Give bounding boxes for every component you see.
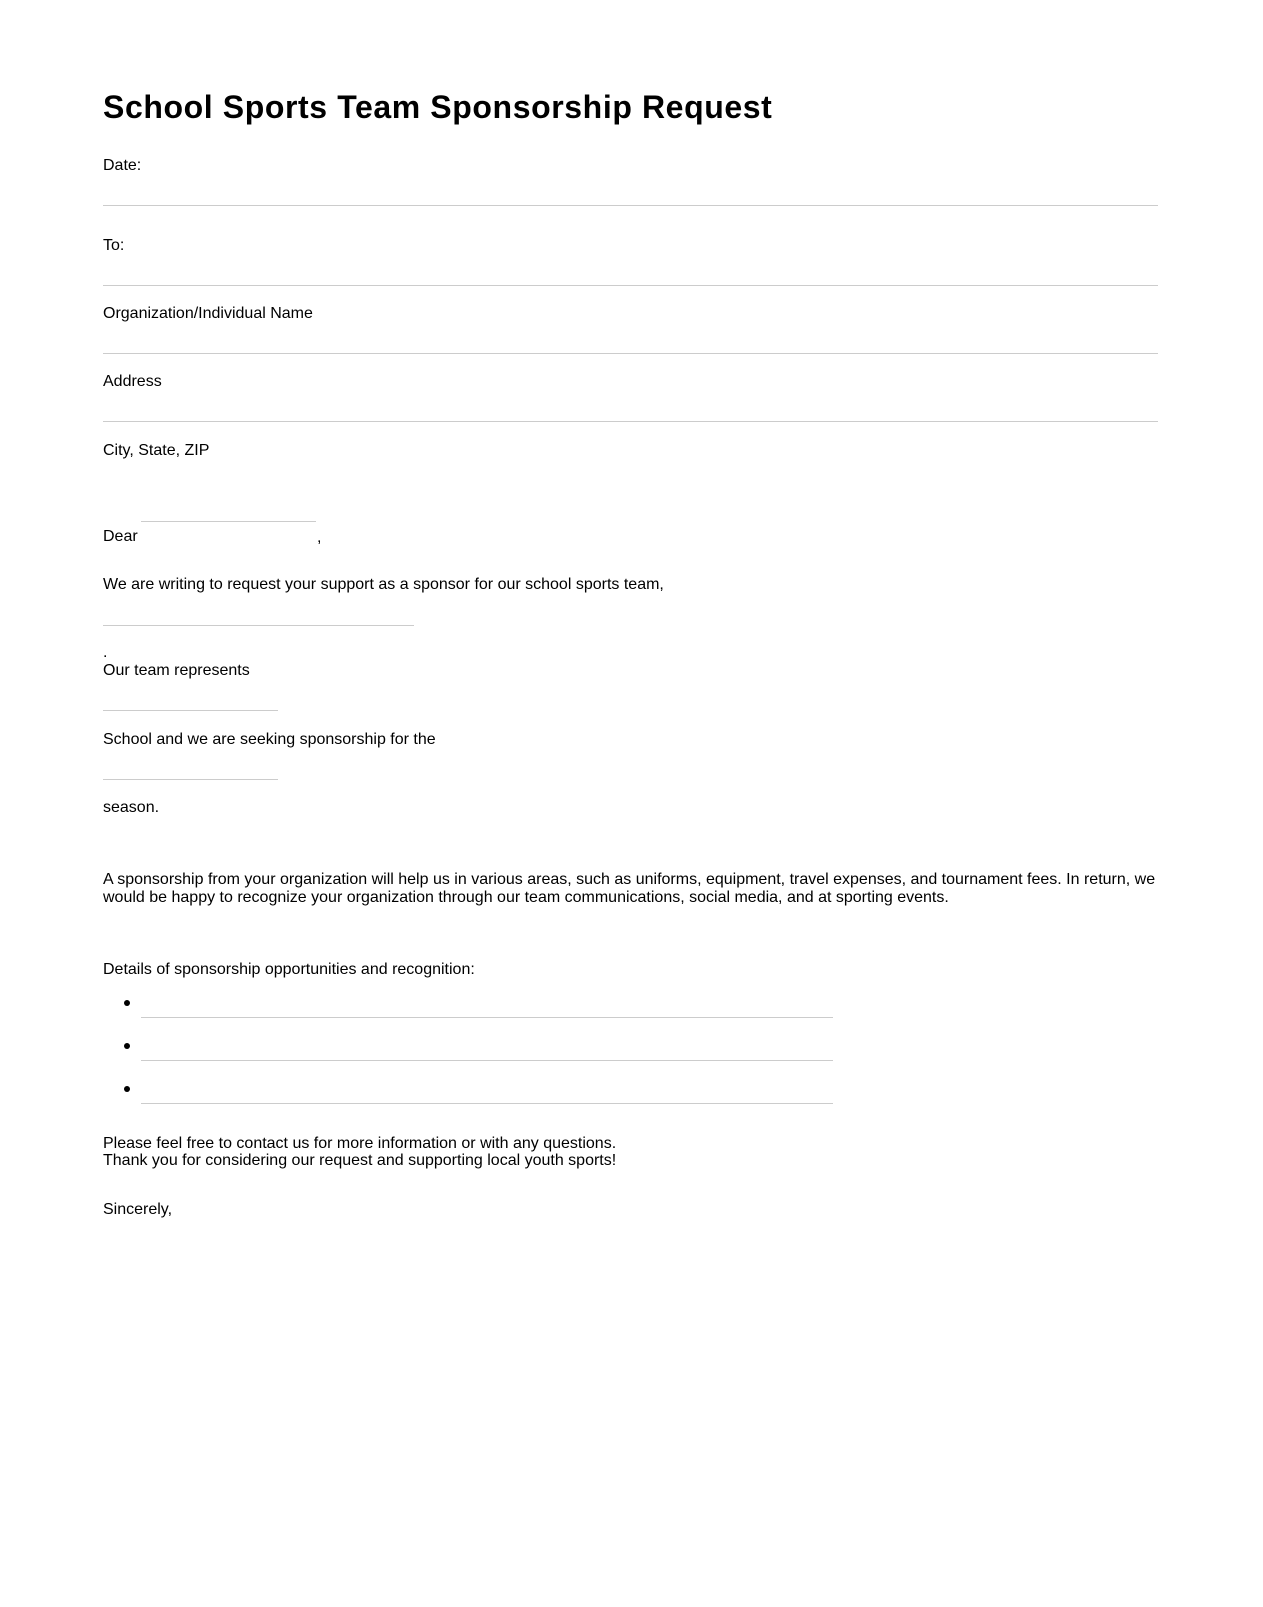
team-name-period: . (103, 644, 108, 661)
org-name-label: Organization/Individual Name (103, 305, 313, 322)
intro-text: We are writing to request your support as a sponsor for our school sports team, (103, 576, 664, 593)
details-heading: Details of sponsorship opportunities and recognition: (103, 961, 475, 978)
details-item-field-1[interactable] (141, 995, 833, 1018)
school-name-field[interactable] (103, 688, 278, 711)
season-text: season. (103, 799, 160, 816)
recipient-name-field[interactable] (141, 521, 316, 544)
org-name-field[interactable] (103, 331, 1158, 354)
bullet-icon (124, 1000, 130, 1006)
season-field[interactable] (103, 757, 278, 780)
address-label: Address (103, 373, 162, 390)
thanks-line: Thank you for considering our request and supporting local youth sports! (103, 1152, 617, 1169)
salutation-comma: , (317, 529, 322, 546)
signoff: Sincerely, (103, 1201, 173, 1218)
page-title: School Sports Team Sponsorship Request (103, 89, 773, 125)
details-item-field-3[interactable] (141, 1081, 833, 1104)
bullet-icon (124, 1043, 130, 1049)
date-label: Date: (103, 157, 142, 174)
date-field[interactable] (103, 183, 1158, 206)
bullet-icon (124, 1086, 130, 1092)
represents-text: Our team represents (103, 662, 250, 679)
city-state-zip-label: City, State, ZIP (103, 442, 210, 459)
salutation-prefix: Dear (103, 528, 138, 545)
benefits-paragraph: A sponsorship from your organization will help us in various areas, such as uniforms, equipment, travel expenses, and tournament fees. In return, we would be happy to recognize your organization through our team communications, social media, and at sporting events. (103, 871, 1156, 906)
seeking-text: School and we are seeking sponsorship for the (103, 731, 436, 748)
to-field[interactable] (103, 263, 1158, 286)
details-item-field-2[interactable] (141, 1038, 833, 1061)
to-label: To: (103, 237, 125, 254)
team-name-field[interactable] (103, 603, 414, 626)
address-field[interactable] (103, 399, 1158, 422)
contact-line: Please feel free to contact us for more information or with any questions. (103, 1135, 617, 1152)
